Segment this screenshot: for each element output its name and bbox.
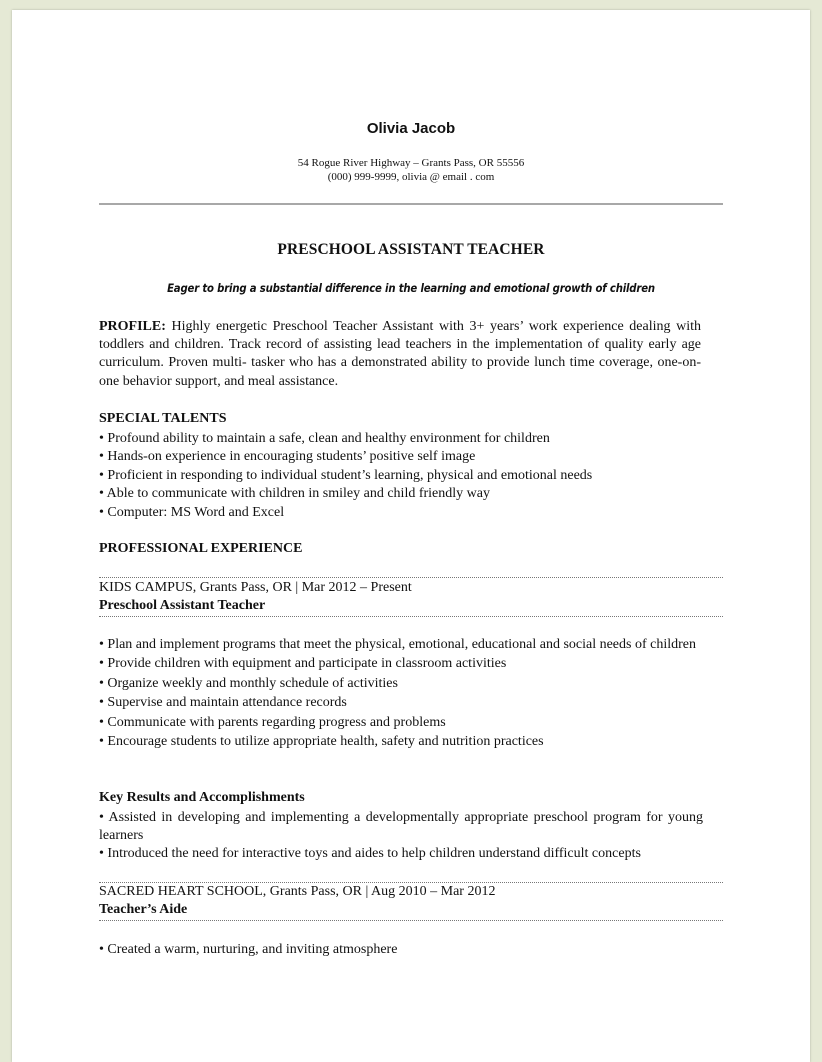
list-item: • Supervise and maintain attendance records [99, 695, 347, 711]
profile-label: PROFILE: [99, 319, 166, 334]
address-line: 54 Rogue River Highway – Grants Pass, OR 55556 [297, 157, 525, 169]
job-duties-list [99, 636, 699, 752]
list-item: • Encourage students to utilize appropriate health, safety and nutrition practices [99, 734, 544, 750]
job-title: Preschool Assistant Teacher [99, 598, 266, 613]
tagline: Eager to bring a substantial difference in the learning and emotional growth of children [167, 281, 655, 295]
list-item: • Plan and implement programs that meet the physical, emotional, educational and social needs of children [99, 637, 697, 652]
accomplishments-list [99, 809, 703, 864]
profile-section [99, 318, 701, 391]
list-item: • Communicate with parents regarding progress and problems [99, 714, 446, 730]
candidate-name: Olivia Jacob [366, 120, 456, 137]
list-item: • Hands-on experience in encouraging students’ positive self image [99, 449, 476, 465]
accomplishments-heading: Key Results and Accomplishments [99, 790, 305, 805]
job-company: KIDS CAMPUS, Grants Pass, OR | Mar 2012 – Present [99, 580, 412, 595]
list-item: • Introduced the need for interactive toys and aides to help children understand difficult concepts [99, 846, 641, 862]
list-item: • Able to communicate with children in smiley and child friendly way [99, 486, 490, 502]
special-talents-heading: SPECIAL TALENTS [99, 411, 227, 426]
special-talents-list [99, 430, 723, 522]
profile-text: Highly energetic Preschool Teacher Assistant with 3+ years’ work experience dealing with toddlers and children. Track record of assisting lead teachers in the implementation of quality early age curriculum. Proven multi- tasker who has a demonstrated ability to provide lunch time coverage, one-on-one behavior support, and meal assistance. [99, 319, 701, 389]
contact-block [99, 156, 723, 184]
job-divider-bottom [99, 616, 723, 617]
job-divider-bottom [99, 920, 723, 921]
list-item: • Profound ability to maintain a safe, clean and healthy environment for children [99, 431, 550, 446]
list-item: • Organize weekly and monthly schedule of activities [99, 675, 398, 691]
job-title: Teacher’s Aide [99, 902, 188, 917]
resume-page [12, 10, 810, 1062]
list-item: • Assisted in developing and implementing a developmentally appropriate preschool program for young learners [99, 810, 703, 844]
header-divider [99, 203, 723, 205]
experience-heading: PROFESSIONAL EXPERIENCE [99, 541, 303, 556]
list-item: • Computer: MS Word and Excel [99, 504, 285, 520]
job-divider-top [99, 882, 723, 883]
job-divider-top [99, 577, 723, 578]
contact-line: (000) 999-9999, olivia @ email . com [327, 171, 495, 183]
resume-title: PRESCHOOL ASSISTANT TEACHER [277, 241, 545, 258]
job-company: SACRED HEART SCHOOL, Grants Pass, OR | Aug 2010 – Mar 2012 [99, 884, 496, 899]
list-item: • Provide children with equipment and participate in classroom activities [99, 656, 507, 671]
list-item: • Proficient in responding to individual student’s learning, physical and emotional needs [99, 467, 593, 483]
job-duties-list [99, 940, 699, 960]
list-item: • Created a warm, nurturing, and inviting atmosphere [99, 942, 398, 957]
